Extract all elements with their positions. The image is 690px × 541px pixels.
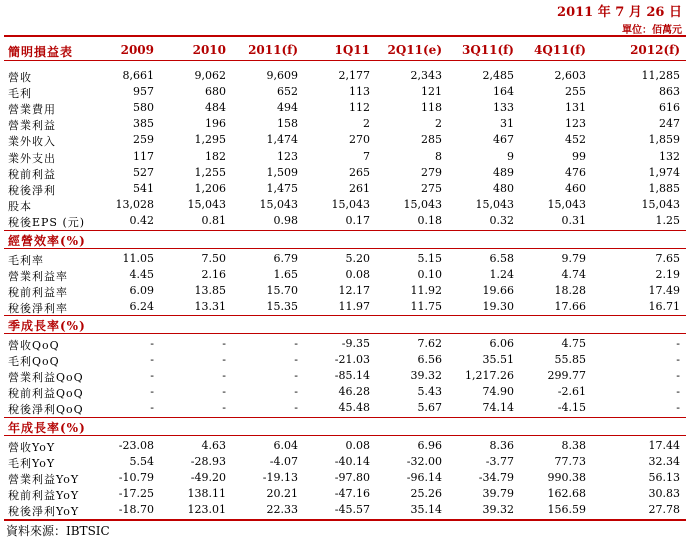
- table-cell: 35.51: [482, 353, 514, 367]
- table-cell: 112: [349, 101, 370, 115]
- table-cell: 77.73: [554, 455, 586, 469]
- table-cell: -49.20: [190, 471, 226, 485]
- table-cell: 8: [435, 149, 442, 163]
- table-cell: 15,043: [547, 197, 586, 211]
- column-header: 2009: [120, 43, 154, 57]
- table-cell: 4.75: [561, 337, 586, 350]
- table-cell: 279: [421, 165, 442, 179]
- table-cell: 1,295: [194, 133, 226, 147]
- column-header: 2Q11(e): [387, 43, 442, 57]
- table-row: [4, 150, 686, 166]
- row-label: 毛利率: [8, 254, 44, 267]
- table-cell: 132: [659, 149, 680, 163]
- table-cell: 467: [493, 133, 514, 147]
- table-cell: 5.15: [417, 252, 442, 265]
- table-row: [4, 401, 686, 417]
- table-cell: 9,062: [194, 69, 226, 82]
- table-cell: 11.75: [410, 300, 442, 314]
- table-cell: -: [222, 337, 226, 350]
- table-cell: -: [294, 369, 298, 383]
- table-row: [4, 503, 686, 519]
- table-cell: 541: [133, 181, 154, 195]
- section-rule: [4, 230, 686, 231]
- table-cell: -: [676, 353, 680, 367]
- table-cell: 19.66: [482, 284, 514, 298]
- table-cell: 1,885: [648, 181, 680, 195]
- row-label: 稅後淨利: [8, 183, 56, 197]
- table-row: [4, 252, 686, 268]
- table-cell: -: [294, 401, 298, 415]
- row-label: 稅後淨利YoY: [8, 505, 80, 519]
- table-cell: 863: [659, 85, 680, 99]
- table-cell: -23.08: [118, 439, 154, 452]
- row-label: 稅前利益YoY: [8, 489, 80, 503]
- table-cell: 13,028: [115, 197, 154, 211]
- table-cell: 1,475: [266, 181, 298, 195]
- table-cell: 616: [659, 101, 680, 115]
- column-header: 2012(f): [630, 43, 680, 57]
- table-cell: 2,485: [482, 69, 514, 82]
- table-cell: 1,474: [266, 133, 298, 147]
- table-cell: -: [676, 369, 680, 383]
- table-cell: 11,285: [641, 69, 680, 82]
- table-cell: 7.62: [417, 337, 442, 350]
- table-cell: 113: [349, 85, 370, 99]
- table-cell: -: [676, 385, 680, 399]
- table-cell: 5.67: [417, 401, 442, 415]
- table-header: [4, 43, 686, 59]
- table-cell: 489: [493, 165, 514, 179]
- table-cell: 158: [277, 117, 298, 131]
- table-cell: -9.35: [341, 337, 370, 350]
- table-cell: -45.57: [334, 503, 370, 517]
- table-cell: 1.65: [273, 268, 298, 282]
- table-cell: -: [676, 337, 680, 350]
- table-cell: 15.70: [266, 284, 298, 298]
- table-cell: 2,343: [410, 69, 442, 82]
- table-title: 簡明損益表: [8, 45, 74, 59]
- table-cell: 196: [205, 117, 226, 131]
- table-cell: 2: [435, 117, 442, 131]
- table-row: [4, 69, 686, 85]
- table-cell: -19.13: [262, 471, 298, 485]
- table-cell: -28.93: [190, 455, 226, 469]
- table-cell: 957: [133, 85, 154, 99]
- table-cell: 131: [565, 101, 586, 115]
- table-cell: 25.26: [410, 487, 442, 501]
- table-cell: 15,043: [187, 197, 226, 211]
- table-cell: 15,043: [331, 197, 370, 211]
- table-row: [4, 284, 686, 300]
- row-label: 營業費用: [8, 103, 56, 117]
- table-row: [4, 268, 686, 284]
- table-cell: 9,609: [266, 69, 298, 82]
- table-cell: 8,661: [122, 69, 154, 82]
- table-cell: 1,206: [194, 181, 226, 195]
- table-cell: 527: [133, 165, 154, 179]
- table-cell: 6.04: [273, 439, 298, 452]
- table-cell: 476: [565, 165, 586, 179]
- table-cell: 255: [565, 85, 586, 99]
- table-cell: -: [222, 369, 226, 383]
- table-cell: 55.85: [554, 353, 586, 367]
- table-cell: 6.56: [417, 353, 442, 367]
- table-cell: 0.08: [345, 439, 370, 452]
- row-label: 營業利益: [8, 119, 56, 133]
- table-cell: 7.65: [655, 252, 680, 265]
- column-header: 2010: [192, 43, 226, 57]
- table-cell: 494: [277, 101, 298, 115]
- table-cell: 247: [659, 117, 680, 131]
- row-label: 營收QoQ: [8, 339, 60, 352]
- table-cell: 0.08: [345, 268, 370, 282]
- table-cell: -2.61: [557, 385, 586, 399]
- table-cell: 6.79: [273, 252, 298, 265]
- table-cell: 13.31: [194, 300, 226, 314]
- table-cell: 4.63: [201, 439, 226, 452]
- table-cell: 39.32: [410, 369, 442, 383]
- table-row: [4, 337, 686, 353]
- section-title-text: 經營效率(%): [8, 234, 86, 248]
- table-cell: 1.25: [655, 213, 680, 227]
- table-cell: -: [222, 401, 226, 415]
- table-cell: 2.16: [201, 268, 226, 282]
- table-cell: 680: [205, 85, 226, 99]
- table-cell: 12.17: [338, 284, 370, 298]
- table-cell: 39.79: [482, 487, 514, 501]
- table-cell: -97.80: [334, 471, 370, 485]
- row-label: 營收YoY: [8, 441, 56, 454]
- table-cell: 8.36: [489, 439, 514, 452]
- table-cell: -: [150, 385, 154, 399]
- table-cell: 5.43: [417, 385, 442, 399]
- table-cell: 652: [277, 85, 298, 99]
- table-cell: 1,509: [266, 165, 298, 179]
- table-cell: 32.34: [648, 455, 680, 469]
- table-row: [4, 385, 686, 401]
- table-cell: 17.49: [648, 284, 680, 298]
- table-cell: 31: [500, 117, 514, 131]
- table-cell: 6.58: [489, 252, 514, 265]
- table-cell: 17.66: [554, 300, 586, 314]
- table-cell: 7: [363, 149, 370, 163]
- table-cell: 5.20: [345, 252, 370, 265]
- row-label: 營收: [8, 71, 32, 84]
- table-cell: 46.28: [338, 385, 370, 399]
- bottom-rule: [4, 519, 686, 521]
- table-cell: 99: [572, 149, 586, 163]
- table-cell: 121: [421, 85, 442, 99]
- table-cell: 15,043: [641, 197, 680, 211]
- table-cell: 270: [349, 133, 370, 147]
- table-cell: 990.38: [547, 471, 586, 485]
- row-label: 營業利益QoQ: [8, 371, 84, 385]
- source-note: 資料來源：IBTSIC: [6, 524, 110, 538]
- table-cell: 133: [493, 101, 514, 115]
- table-cell: 9: [507, 149, 514, 163]
- table-cell: 123: [565, 117, 586, 131]
- table-cell: 123.01: [187, 503, 226, 517]
- unit-note: 單位：佰萬元: [622, 25, 682, 36]
- top-rule: [4, 35, 686, 37]
- table-cell: 16.71: [648, 300, 680, 314]
- table-cell: 1,859: [648, 133, 680, 147]
- table-cell: 6.09: [129, 284, 154, 298]
- table-cell: -85.14: [334, 369, 370, 383]
- section-rule: [4, 315, 686, 316]
- table-cell: 11.05: [122, 252, 154, 265]
- table-cell: 0.42: [129, 213, 154, 227]
- row-label: 稅前利益QoQ: [8, 387, 84, 401]
- table-cell: 275: [421, 181, 442, 195]
- table-cell: -: [294, 337, 298, 350]
- section-rule: [4, 435, 686, 436]
- section-rule: [4, 417, 686, 418]
- section-title-text: 季成長率(%): [8, 319, 86, 333]
- row-label: 稅後EPS (元): [8, 215, 86, 229]
- header-rule: [4, 60, 686, 61]
- row-label: 毛利YoY: [8, 457, 56, 471]
- table-cell: 6.24: [129, 300, 154, 314]
- column-header: 3Q11(f): [461, 43, 514, 57]
- table-cell: -47.16: [334, 487, 370, 501]
- table-cell: -34.79: [478, 471, 514, 485]
- table-cell: 182: [205, 149, 226, 163]
- table-cell: 452: [565, 133, 586, 147]
- table-cell: 22.33: [266, 503, 298, 517]
- table-cell: -: [150, 353, 154, 367]
- table-cell: 118: [421, 101, 442, 115]
- table-row: [4, 166, 686, 182]
- table-row: [4, 369, 686, 385]
- table-cell: -40.14: [334, 455, 370, 469]
- report-date: 2011 年 7 月 26 日: [557, 5, 682, 20]
- table-cell: -: [150, 337, 154, 350]
- table-cell: 74.90: [482, 385, 514, 399]
- table-cell: 15,043: [403, 197, 442, 211]
- column-header: 1Q11: [334, 43, 370, 57]
- table-row: [4, 214, 686, 230]
- row-label: 毛利QoQ: [8, 355, 60, 369]
- table-row: [4, 101, 686, 117]
- table-cell: 261: [349, 181, 370, 195]
- table-cell: 27.78: [648, 503, 680, 517]
- section-rule: [4, 248, 686, 249]
- table-cell: 74.14: [482, 401, 514, 415]
- table-cell: 0.10: [417, 268, 442, 282]
- section-rule: [4, 333, 686, 334]
- row-label: 股本: [8, 199, 32, 213]
- table-cell: -18.70: [118, 503, 154, 517]
- column-header: 4Q11(f): [533, 43, 586, 57]
- table-cell: 385: [133, 117, 154, 131]
- table-cell: -4.15: [557, 401, 586, 415]
- table-cell: 11.92: [410, 284, 442, 298]
- table-cell: 285: [421, 133, 442, 147]
- row-label: 業外支出: [8, 151, 56, 165]
- table-cell: 480: [493, 181, 514, 195]
- table-cell: 2: [363, 117, 370, 131]
- table-cell: -: [294, 353, 298, 367]
- table-row: [4, 300, 686, 316]
- table-cell: 0.31: [561, 213, 586, 227]
- table-cell: 2,603: [554, 69, 586, 82]
- table-cell: 1,974: [648, 165, 680, 179]
- table-cell: 265: [349, 165, 370, 179]
- table-cell: 162.68: [547, 487, 586, 501]
- table-cell: 13.85: [194, 284, 226, 298]
- table-row: [4, 471, 686, 487]
- table-cell: 35.14: [410, 503, 442, 517]
- table-cell: 156.59: [547, 503, 586, 517]
- row-label: 毛利: [8, 87, 32, 101]
- table-cell: -: [150, 401, 154, 415]
- table-cell: 1,255: [194, 165, 226, 179]
- table-cell: 11.97: [338, 300, 370, 314]
- row-label: 稅前利益率: [8, 286, 68, 300]
- table-cell: 56.13: [648, 471, 680, 485]
- table-cell: 9.79: [561, 252, 586, 265]
- table-row: [4, 133, 686, 149]
- table-cell: 15.35: [266, 300, 298, 314]
- table-row: [4, 439, 686, 455]
- table-cell: 1,217.26: [465, 369, 514, 383]
- table-cell: 0.81: [201, 213, 226, 227]
- table-cell: -96.14: [406, 471, 442, 485]
- row-label: 營業利益YoY: [8, 473, 80, 487]
- table-row: [4, 487, 686, 503]
- table-cell: 2.19: [655, 268, 680, 282]
- table-cell: 0.98: [273, 213, 298, 227]
- row-label: 營業利益率: [8, 270, 68, 284]
- table-cell: 20.21: [266, 487, 298, 501]
- table-cell: 0.17: [345, 213, 370, 227]
- column-header: 2011(f): [248, 43, 298, 57]
- table-cell: -32.00: [406, 455, 442, 469]
- table-row: [4, 85, 686, 101]
- table-cell: -: [222, 385, 226, 399]
- row-label: 稅後淨利QoQ: [8, 403, 84, 417]
- section-title: [4, 232, 686, 248]
- table-row: [4, 182, 686, 198]
- table-cell: 18.28: [554, 284, 586, 298]
- table-cell: 460: [565, 181, 586, 195]
- table-cell: 6.06: [489, 337, 514, 350]
- table-cell: 45.48: [338, 401, 370, 415]
- table-cell: 580: [133, 101, 154, 115]
- table-cell: 117: [133, 149, 154, 163]
- table-cell: 6.96: [417, 439, 442, 452]
- table-cell: 0.32: [489, 213, 514, 227]
- table-cell: 19.30: [482, 300, 514, 314]
- table-cell: 4.74: [561, 268, 586, 282]
- table-cell: 138.11: [187, 487, 226, 501]
- row-label: 稅前利益: [8, 167, 56, 181]
- table-row: [4, 455, 686, 471]
- table-cell: 0.18: [417, 213, 442, 227]
- table-cell: -: [676, 401, 680, 415]
- table-cell: 123: [277, 149, 298, 163]
- row-label: 業外收入: [8, 135, 56, 149]
- table-cell: -3.77: [485, 455, 514, 469]
- table-cell: 164: [493, 85, 514, 99]
- table-cell: 299.77: [547, 369, 586, 383]
- table-cell: 5.54: [129, 455, 154, 469]
- section-title: [4, 317, 686, 333]
- table-cell: 7.50: [201, 252, 226, 265]
- table-cell: -: [150, 369, 154, 383]
- table-cell: -: [222, 353, 226, 367]
- table-cell: -17.25: [118, 487, 154, 501]
- table-cell: 8.38: [561, 439, 586, 452]
- table-cell: -10.79: [118, 471, 154, 485]
- section-title: [4, 419, 686, 435]
- table-cell: 259: [133, 133, 154, 147]
- table-cell: -: [294, 385, 298, 399]
- table-row: [4, 353, 686, 369]
- table-cell: -21.03: [334, 353, 370, 367]
- table-row: [4, 198, 686, 214]
- table-cell: 15,043: [475, 197, 514, 211]
- table-cell: 484: [205, 101, 226, 115]
- section-title-text: 年成長率(%): [8, 421, 86, 435]
- table-cell: 39.32: [482, 503, 514, 517]
- table-cell: 1.24: [489, 268, 514, 282]
- table-cell: -4.07: [269, 455, 298, 469]
- table-cell: 17.44: [648, 439, 680, 452]
- table-row: [4, 117, 686, 133]
- table-cell: 2,177: [338, 69, 370, 82]
- table-cell: 4.45: [129, 268, 154, 282]
- table-cell: 30.83: [648, 487, 680, 501]
- row-label: 稅後淨利率: [8, 302, 68, 316]
- table-cell: 15,043: [259, 197, 298, 211]
